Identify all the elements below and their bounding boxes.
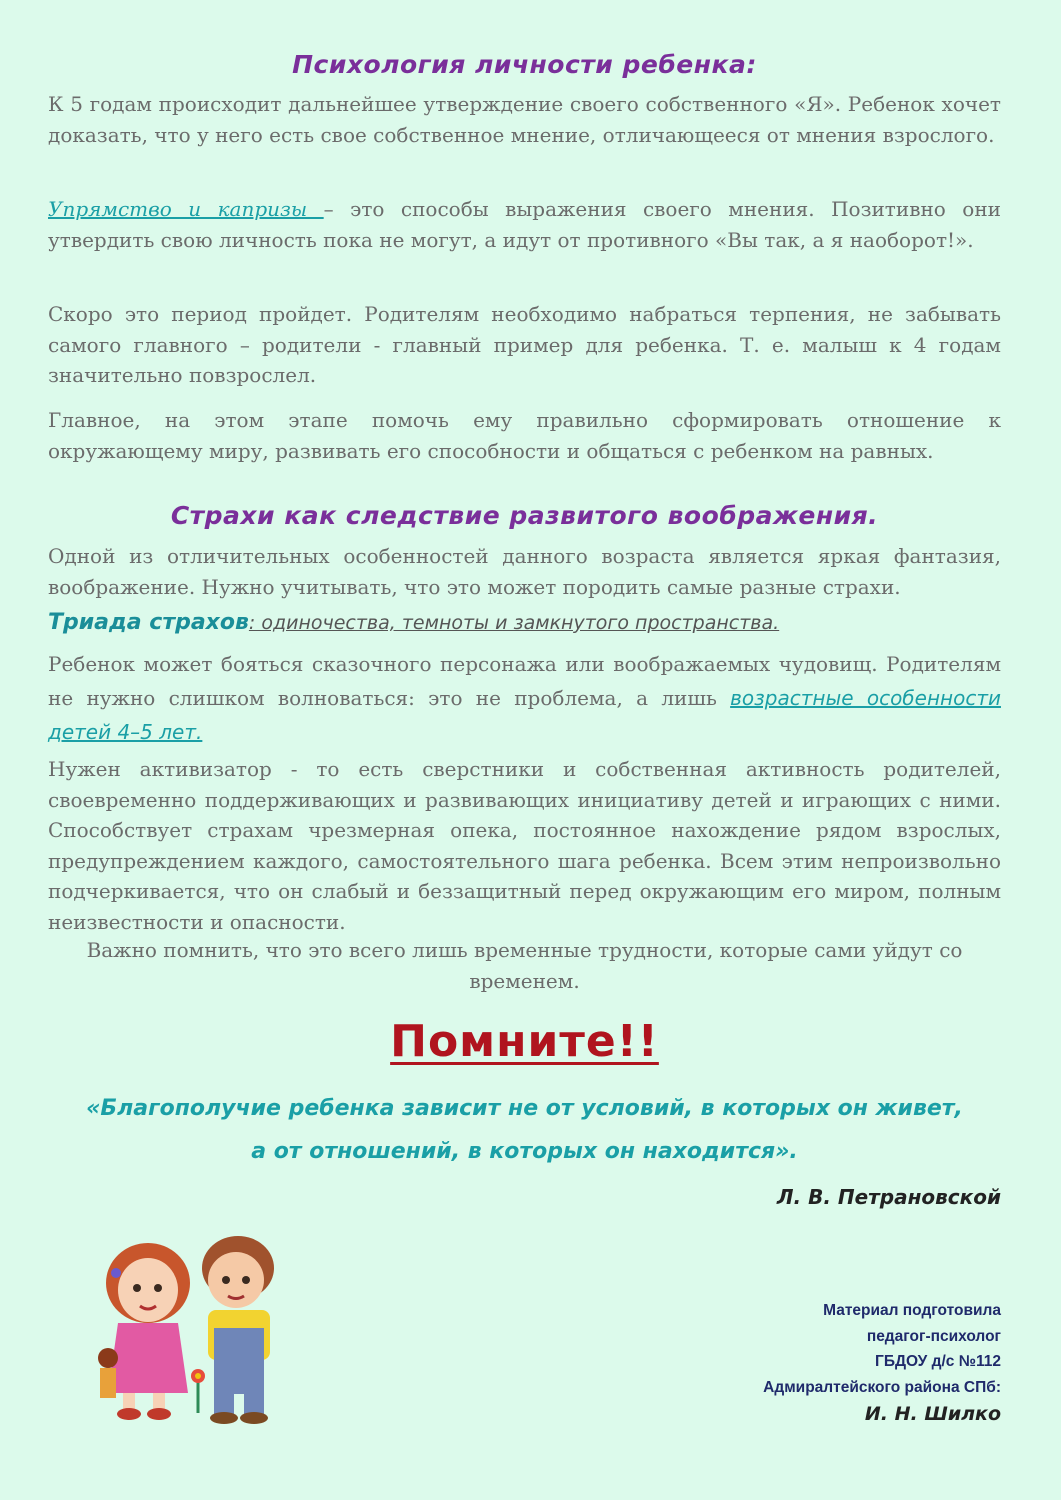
stubbornness-link[interactable]: Упрямство и капризы xyxy=(48,197,324,221)
age-features-link[interactable]: возрастные особенности детей 4–5 лет. xyxy=(48,686,1001,744)
section1-paragraph-1: К 5 годам происходит дальнейшее утверждение своего собственного «Я». Ребенок хочет доказать, что у него есть свое собственное мнение, отличающееся от мнения взрослого. xyxy=(48,92,1001,147)
credits-line-1: Материал подготовила xyxy=(823,1302,1001,1319)
section1-paragraph-4: Главное, на этом этапе помочь ему правильно сформировать отношение к окружающему миру, развивать его способности и общаться с ребенком на равных. xyxy=(48,408,1001,463)
author-credits xyxy=(601,1298,1001,1428)
section2-paragraph-2 xyxy=(48,647,1001,749)
section2-paragraph-2-text: Ребенок может бояться сказочного персонажа или воображаемых чудовищ. Родителям не нужно слишком волноваться: это не проблема, а лишь xyxy=(48,652,1001,710)
quote-line-1: «Благополучие ребенка зависит не от условий, в которых он живет, xyxy=(86,1096,963,1121)
fear-triad-value: : одиночества, темноты и замкнутого пространства. xyxy=(248,612,780,634)
credits-line-4: Адмиралтейского района СПб: xyxy=(763,1378,1001,1396)
credits-name: И. Н. Шилко xyxy=(864,1403,1001,1425)
credits-line-3: ГБДОУ д/с №112 xyxy=(875,1353,1001,1370)
remember-heading xyxy=(48,1016,1001,1067)
section1-paragraph-3: Скоро это период пройдет. Родителям необходимо набраться терпения, не забывать самого главного – родители - главный пример для ребенка. Т. е. малыш к 4 годам значительно повзрослел. xyxy=(48,302,1001,387)
remember-title: Помните!! xyxy=(390,1016,659,1067)
section1-paragraph-2-text: – это способы выражения своего мнения. Позитивно они утвердить свою личность пока не могут, а идут от противного «Вы так, а я наоборот!». xyxy=(48,197,1001,252)
credits-line-2: педагог-психолог xyxy=(866,1327,1001,1345)
section2-paragraph-3: Нужен активизатор - то есть сверстники и собственная активность родителей, своевременно поддерживающих и развивающих инициативу детей и играющих с ними. Способствует страхам чрезмерная опека, постоянное нахождение рядом взрослых, предупреждением каждого, самостоятельного шага ребенка. Всем этим непроизвольно подчеркивается, что он слабый и беззащитный перед окружающим его миром, полным неизвестности и опасности. xyxy=(48,757,1001,934)
section2-title: Страхи как следствие развитого воображения. xyxy=(170,501,879,530)
quote-author: Л. В. Петрановской xyxy=(776,1185,1001,1209)
quote-line-2: а от отношений, в которых он находится». xyxy=(251,1139,798,1164)
section2-closing-line-1: Важно помнить, что это всего лишь временные трудности, которые сами уйдут со xyxy=(86,938,963,962)
fear-triad xyxy=(48,610,1001,635)
section1-title: Психология личности ребенка: xyxy=(292,50,757,79)
section1-paragraph-2 xyxy=(48,194,1001,255)
children-illustration-icon xyxy=(88,1228,298,1428)
section2-paragraph-1: Одной из отличительных особенностей данного возраста является яркая фантазия, воображение. Нужно учитывать, что это может породить самые разные страхи. xyxy=(48,544,1001,599)
fear-triad-label: Триада страхов xyxy=(48,610,249,635)
section2-closing-line-2: временем. xyxy=(469,969,580,993)
